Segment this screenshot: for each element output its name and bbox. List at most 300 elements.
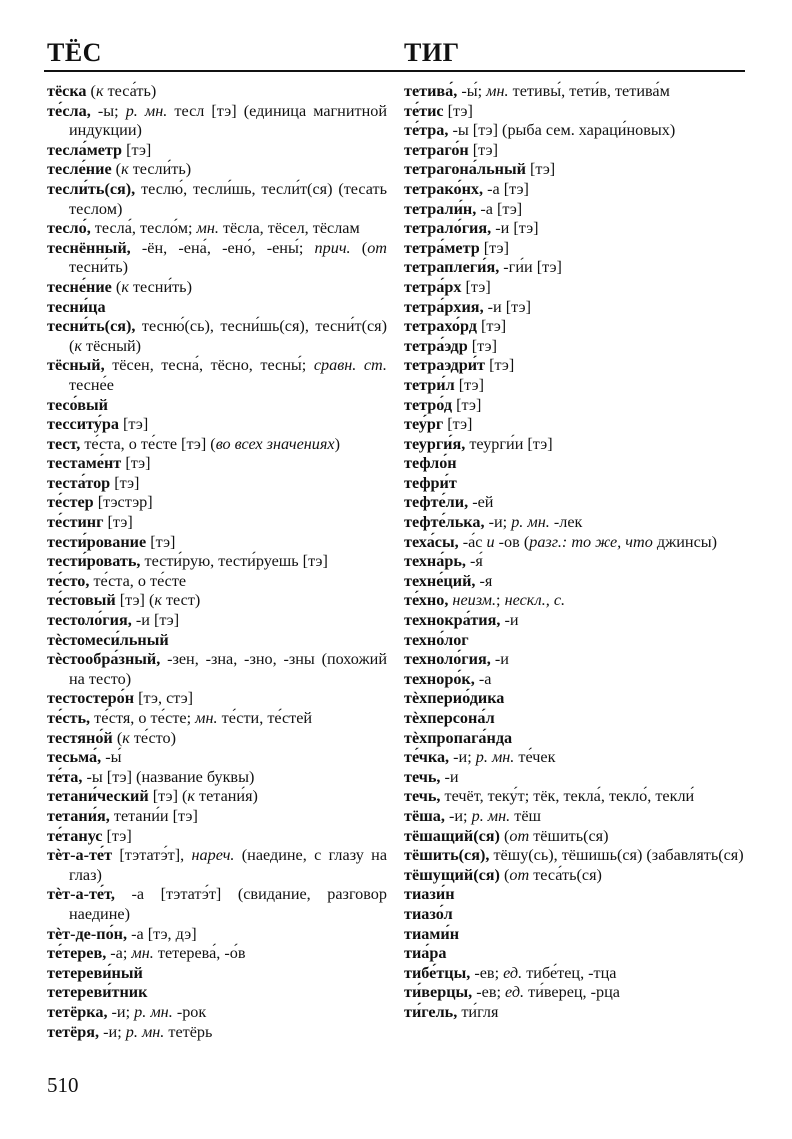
entry-text: тетивы́, тети́в, тетива́м	[508, 82, 670, 100]
grammar-note: р. мн.	[511, 513, 550, 532]
dictionary-entry	[47, 650, 387, 689]
entry-text: -ей	[468, 493, 494, 512]
entry-text: тёш	[510, 806, 541, 825]
entry-text: -а́с	[458, 532, 487, 551]
entry-text: -а;	[106, 944, 132, 963]
entry-text: теурги́и [тэ]	[465, 434, 553, 453]
entry-text: -и	[500, 611, 519, 630]
headword: тетива́,	[404, 82, 458, 100]
headword: тетраэдри́т	[404, 356, 486, 375]
headword: тѐхпропага́нда	[404, 728, 513, 747]
headword: тёшущий(ся)	[404, 865, 500, 884]
dictionary-entry	[47, 435, 387, 455]
entry-text: -и [тэ]	[131, 611, 180, 630]
headword: те́сла,	[47, 101, 91, 120]
entry-text: ;	[496, 591, 505, 610]
dictionary-entry	[404, 748, 749, 768]
left-column	[47, 82, 387, 1042]
headword: те́тра,	[404, 121, 449, 140]
dictionary-entry	[404, 435, 749, 455]
dictionary-entry	[404, 278, 749, 298]
entry-text: [тэ]	[110, 473, 140, 492]
headword: тетёрка,	[47, 1002, 108, 1021]
entry-text: -и;	[444, 806, 472, 825]
entry-text: теса́ть(ся)	[529, 865, 602, 884]
entry-text: ти́гля	[457, 1002, 499, 1021]
dictionary-entry	[47, 748, 387, 768]
entry-text: (	[111, 160, 122, 179]
headword: техно́лог	[404, 630, 469, 649]
entry-text: тесню́(сь), тесни́шь(ся), тесни́т(ся) (	[69, 317, 387, 355]
grammar-note: от	[509, 865, 530, 884]
headword: техноло́гия,	[404, 650, 491, 669]
grammar-note: р. мн.	[471, 806, 511, 825]
headword: тетра́рхия,	[404, 297, 484, 316]
dictionary-entry	[404, 925, 749, 945]
headword: тесли́ть(ся),	[47, 179, 136, 198]
entry-text: -и;	[107, 1002, 135, 1021]
entry-text: [тэ]	[479, 238, 510, 257]
entry-text: -и [тэ]	[483, 297, 531, 316]
dictionary-entry	[404, 944, 749, 964]
headword: тетри́л	[404, 375, 455, 394]
headword: тефте́лька,	[404, 513, 485, 532]
dictionary-entry	[404, 807, 749, 827]
entry-text: [тэ]	[146, 532, 176, 551]
entry-text: -ов (	[494, 532, 530, 551]
headword: тѐт-а-те́т	[47, 846, 113, 865]
headword: те́сть,	[47, 709, 91, 727]
entry-text: -зен, -зна, -зно, -зны (похожий на тесто)	[69, 650, 387, 688]
headword: тиами́н	[404, 924, 460, 943]
dictionary-entry	[404, 396, 749, 416]
entry-text: тесл [тэ] (единица магнитной индукции)	[69, 101, 388, 140]
dictionary-entry	[404, 905, 749, 925]
entry-text: [тэ]	[467, 336, 497, 355]
dictionary-entry	[404, 729, 749, 749]
entry-text: [тэ]	[468, 140, 499, 159]
right-column	[404, 82, 749, 1023]
entry-text: -а [тэ]	[483, 179, 529, 198]
entry-text: тест)	[161, 591, 201, 610]
entry-text: -ы́	[101, 748, 122, 767]
dictionary-entry	[404, 885, 749, 905]
entry-text: -и;	[484, 513, 512, 532]
entry-text: -и;	[449, 748, 476, 767]
headword: теснённый,	[47, 238, 131, 257]
dictionary-entry	[404, 670, 749, 690]
headword: те́танус	[47, 826, 103, 845]
headword: тесситу́ра	[47, 415, 119, 434]
entry-text: [тэ]	[525, 160, 556, 179]
grammar-note: неизм.	[452, 591, 497, 610]
grammar-note: р. мн.	[134, 1002, 173, 1021]
entry-text: -и	[490, 650, 509, 669]
dictionary-entry	[404, 631, 749, 651]
entry-text: тесни́ть)	[69, 258, 129, 277]
headword: тетереви́ный	[47, 963, 143, 982]
headword: ти́верцы,	[404, 983, 473, 1002]
headword: тиазо́л	[404, 904, 453, 923]
dictionary-entry	[404, 180, 749, 200]
headword: тѐт-де-по́н,	[47, 924, 128, 943]
entry-text: тетерева́, -о́в	[153, 944, 246, 963]
headword: тёсный,	[47, 356, 105, 375]
entry-text: те́стя, о те́сте;	[90, 709, 196, 727]
entry-text: тибе́тец, -тца	[522, 963, 617, 982]
entry-text: тесни́ть)	[128, 277, 192, 296]
grammar-note: ед.	[505, 983, 525, 1002]
dictionary-entry	[404, 415, 749, 435]
headword: теу́рг	[404, 415, 444, 434]
dictionary-entry	[404, 239, 749, 259]
entry-text: тетёрь	[164, 1022, 213, 1041]
dictionary-entry	[404, 82, 749, 102]
entry-text: тетани́и [тэ]	[109, 806, 198, 825]
headword: тефло́н	[404, 454, 457, 473]
entry-text: тесли́ть)	[128, 160, 192, 179]
headword: тест,	[47, 434, 81, 453]
entry-text: -ев;	[472, 983, 506, 1002]
dictionary-entry	[47, 415, 387, 435]
headword: тиази́н	[404, 885, 455, 904]
entry-text: -а [тэ]	[476, 199, 523, 218]
entry-text: тесне́е	[69, 375, 114, 394]
grammar-note: мн.	[195, 709, 218, 727]
entry-text: теслю́, тесли́шь, тесли́т(ся) (тесать теслом)	[69, 179, 387, 218]
dictionary-entry	[47, 278, 387, 298]
dictionary-entry	[47, 572, 387, 592]
headword: теста́тор	[47, 473, 111, 492]
headword: тѐхперио́дика	[404, 689, 505, 708]
dictionary-entry	[404, 572, 749, 592]
dictionary-entry	[47, 102, 387, 141]
dictionary-entry	[404, 964, 749, 984]
grammar-note: мн.	[131, 944, 154, 963]
headword: тетра́рх	[404, 277, 462, 296]
entry-text: тёсен, тесна́, тёсно, тесны́;	[104, 356, 314, 375]
grammar-note: нескл., с.	[504, 591, 566, 610]
headword: тесло́,	[47, 219, 91, 238]
dictionary-entry	[404, 337, 749, 357]
headword: тетра́метр	[404, 238, 480, 257]
entry-text: тёшу(сь), тёшишь(ся) (забавлять(ся)	[489, 846, 744, 865]
entry-text: тесла́, тесло́м;	[90, 219, 197, 238]
page-number: 510	[47, 1073, 79, 1097]
entry-text: -ён, -ена́, -ено́, -ены́;	[130, 238, 315, 257]
entry-text: течёт, теку́т; тёк, текла́, текло́, текли́	[440, 787, 695, 806]
entry-text: (	[499, 865, 510, 884]
dictionary-entry	[47, 787, 387, 807]
dictionary-entry	[47, 964, 387, 984]
headword: тиа́ра	[404, 944, 447, 963]
headword: те́чка,	[404, 748, 450, 767]
entry-text: -ы [тэ] (рыба сем. харaци́новых)	[448, 121, 676, 140]
entry-text: (	[499, 826, 510, 845]
headword: тесо́вый	[47, 395, 108, 414]
grammar-note: от	[367, 238, 387, 257]
entry-text: [тэ]	[454, 375, 484, 394]
dictionary-entry	[404, 650, 749, 670]
entry-text: -ы;	[90, 101, 126, 120]
headword: те́терев,	[47, 944, 107, 963]
dictionary-entry	[404, 356, 749, 376]
dictionary-entry	[404, 1003, 749, 1023]
entry-text: [тэтатэ́т],	[112, 846, 192, 865]
headword: тетрако́нх,	[404, 179, 484, 198]
entry-text: [тэстэр]	[93, 493, 153, 512]
headword: ти́гель,	[404, 1002, 458, 1021]
headword: те́стер	[47, 493, 94, 512]
headword: тесни́ть(ся),	[47, 317, 136, 336]
headword: техна́рь,	[404, 552, 466, 571]
entry-text: -и	[440, 767, 459, 786]
dictionary-entry	[47, 552, 387, 572]
dictionary-entry	[404, 552, 749, 572]
headword: тетро́д	[404, 395, 453, 414]
headword: тесле́ние	[47, 160, 112, 179]
headword: тестоло́гия,	[47, 611, 132, 630]
entry-text: те́чек	[514, 748, 556, 767]
dictionary-entry	[404, 611, 749, 631]
headword: тетани́я,	[47, 806, 110, 825]
headword: тетраго́н	[404, 140, 469, 159]
dictionary-entry	[404, 591, 749, 611]
dictionary-entry	[47, 396, 387, 416]
dictionary-entry	[47, 298, 387, 318]
grammar-note: р. мн.	[475, 748, 515, 767]
dictionary-entry	[47, 846, 387, 885]
dictionary-entry	[47, 1023, 387, 1043]
dictionary-entry	[47, 454, 387, 474]
entry-text: [тэ]	[122, 140, 152, 159]
entry-text: те́ста, о те́сте [тэ] (	[80, 434, 216, 453]
headword: те́стовый	[47, 591, 116, 610]
dictionary-entry	[47, 807, 387, 827]
headword: тибе́тцы,	[404, 963, 471, 982]
entry-text: -я	[475, 571, 493, 590]
entry-text: -ги́и [тэ]	[499, 258, 562, 277]
grammar-note: к	[154, 591, 162, 610]
dictionary-entry	[47, 631, 387, 651]
headword: тесне́ние	[47, 277, 112, 296]
headword: тести́рование	[47, 532, 147, 551]
entry-text: те́ста, о те́сте	[89, 571, 187, 590]
headword: тетра́эдр	[404, 336, 468, 355]
dictionary-entry	[47, 689, 387, 709]
dictionary-entry	[47, 141, 387, 161]
headword: теха́сы,	[404, 532, 459, 551]
grammar-note: к	[122, 728, 130, 747]
entry-text: [тэ]	[121, 454, 151, 473]
headword: течь,	[404, 767, 441, 786]
entry-text: тетани́я)	[195, 787, 258, 806]
dictionary-entry	[404, 102, 749, 122]
dictionary-entry	[47, 513, 387, 533]
headword: тести́ровать,	[47, 552, 141, 571]
dictionary-entry	[47, 709, 387, 729]
headword: технокра́тия,	[404, 611, 501, 630]
grammar-note: разг.: то же, что	[529, 532, 653, 551]
header-rule	[44, 70, 745, 72]
entry-text: [тэ]	[476, 317, 507, 336]
headword: те́хно,	[404, 591, 449, 610]
entry-text: [тэ]	[443, 101, 473, 120]
grammar-note: от	[509, 826, 530, 845]
headword: тестостеро́н	[47, 689, 135, 708]
entry-text: [тэ]	[443, 415, 473, 434]
entry-text: тести́рую, тести́руешь [тэ]	[140, 552, 328, 571]
dictionary-entry	[404, 298, 749, 318]
entry-text: -ы [тэ] (название буквы)	[82, 767, 255, 786]
entry-text: [тэ]	[485, 356, 515, 375]
headword: тефри́т	[404, 473, 457, 492]
headword: тёшить(ся),	[404, 846, 490, 865]
grammar-note: и	[486, 532, 495, 551]
headword: тестяно́й	[47, 728, 113, 747]
headword: те́сто,	[47, 571, 90, 590]
grammar-note: ед.	[503, 963, 523, 982]
grammar-note: во всех значениях	[215, 434, 335, 453]
entry-text: теса́ть)	[103, 82, 157, 100]
headword: техне́ций,	[404, 571, 476, 590]
dictionary-entry	[404, 160, 749, 180]
entry-text: [тэ] (	[148, 787, 188, 806]
entry-text: (наедине, с глазу на глаз)	[69, 846, 388, 884]
grammar-note: к	[121, 277, 129, 296]
dictionary-entry	[47, 82, 387, 102]
entry-text: [тэ]	[452, 395, 482, 414]
dictionary-entry	[404, 258, 749, 278]
entry-text: -и;	[99, 1022, 126, 1041]
dictionary-entry	[47, 827, 387, 847]
running-head-left: ТЁС	[47, 38, 102, 67]
headword: тѐстообра́зный,	[47, 650, 161, 669]
entry-text: -и [тэ]	[491, 219, 539, 238]
entry-text: джинсы)	[652, 532, 718, 551]
dictionary-entry	[404, 846, 749, 866]
headword: тетёря,	[47, 1022, 100, 1041]
entry-text: [тэ]	[103, 513, 133, 532]
dictionary-entry	[404, 768, 749, 788]
dictionary-entry	[404, 827, 749, 847]
entry-text: -ы́;	[457, 82, 487, 100]
grammar-note: к	[187, 787, 195, 806]
running-head-right: ТИГ	[404, 38, 460, 67]
headword: тесни́ца	[47, 297, 106, 316]
dictionary-entry	[47, 1003, 387, 1023]
dictionary-entry	[404, 454, 749, 474]
entry-text: тёшить(ся)	[529, 826, 609, 845]
dictionary-entry	[47, 317, 387, 356]
dictionary-entry	[404, 200, 749, 220]
entry-text: -а [тэ, дэ]	[127, 924, 197, 943]
grammar-note: к	[95, 82, 104, 100]
dictionary-entry	[47, 180, 387, 219]
dictionary-entry	[47, 925, 387, 945]
dictionary-entry	[47, 493, 387, 513]
entry-text: те́сти, те́стей	[217, 709, 313, 727]
dictionary-entry	[47, 239, 387, 278]
entry-text: (	[111, 277, 122, 296]
headword: тетрало́гия,	[404, 219, 492, 238]
dictionary-entry	[47, 885, 387, 924]
grammar-note: сравн. ст.	[313, 356, 387, 375]
entry-text: (	[86, 82, 96, 100]
headword: тетани́ческий	[47, 787, 149, 806]
dictionary-entry	[404, 983, 749, 1003]
headword: тефте́ли,	[404, 493, 469, 512]
dictionary-entry	[404, 141, 749, 161]
headword: тестаме́нт	[47, 454, 122, 473]
headword: тѐстомеси́льный	[47, 630, 169, 649]
dictionary-entry	[47, 219, 387, 239]
headword: тесьма́,	[47, 748, 102, 767]
dictionary-entry	[404, 121, 749, 141]
entry-text: ти́верец, -рца	[524, 983, 620, 1002]
dictionary-entry	[404, 317, 749, 337]
headword: тесла́метр	[47, 140, 123, 159]
dictionary-entry	[47, 944, 387, 964]
headword: тёска	[47, 82, 87, 100]
dictionary-entry	[404, 513, 749, 533]
headword: течь,	[404, 787, 441, 806]
headword: те́стинг	[47, 513, 104, 532]
entry-text: [тэ, стэ]	[134, 689, 194, 708]
dictionary-entry	[47, 533, 387, 553]
dictionary-entry	[404, 533, 749, 553]
headword: тѐхперсона́л	[404, 709, 495, 727]
entry-text: -рок	[172, 1002, 207, 1021]
dictionary-entry	[47, 768, 387, 788]
headword: тетрагона́льный	[404, 160, 526, 179]
entry-text: [тэ]	[102, 826, 132, 845]
grammar-note: нареч.	[191, 846, 235, 865]
dictionary-entry	[404, 219, 749, 239]
grammar-note: мн.	[486, 82, 509, 100]
grammar-note: к	[121, 160, 129, 179]
dictionary-entry	[404, 709, 749, 729]
headword: техноро́к,	[404, 669, 475, 688]
dictionary-entry	[47, 160, 387, 180]
grammar-note: мн.	[196, 219, 219, 238]
entry-text: (	[350, 238, 368, 257]
entry-text: те́сто)	[129, 728, 177, 747]
dictionary-entry	[47, 983, 387, 1003]
entry-text: -лек	[549, 513, 583, 532]
dictionary-entry	[404, 866, 749, 886]
entry-text: -а	[474, 669, 492, 688]
headword: тетереви́тник	[47, 983, 148, 1002]
entry-text: -я́	[465, 552, 483, 571]
entry-text: (	[112, 728, 123, 747]
entry-text: -а [тэтатэ́т] (свидание, разговор наедине)	[69, 885, 387, 923]
entry-text: [тэ] (	[115, 591, 155, 610]
entry-text: )	[334, 434, 341, 453]
dictionary-entry	[47, 356, 387, 395]
entry-text: [тэ]	[118, 415, 149, 434]
dictionary-entry	[404, 474, 749, 494]
headword: те́та,	[47, 767, 83, 786]
grammar-note: прич.	[314, 238, 351, 257]
dictionary-entry	[47, 611, 387, 631]
entry-text: -ев;	[470, 963, 504, 982]
dictionary-entry	[47, 474, 387, 494]
headword: тёшащий(ся)	[404, 826, 500, 845]
headword: тёша,	[404, 806, 445, 825]
grammar-note: к	[74, 336, 82, 355]
entry-text: тёсный)	[81, 336, 142, 355]
